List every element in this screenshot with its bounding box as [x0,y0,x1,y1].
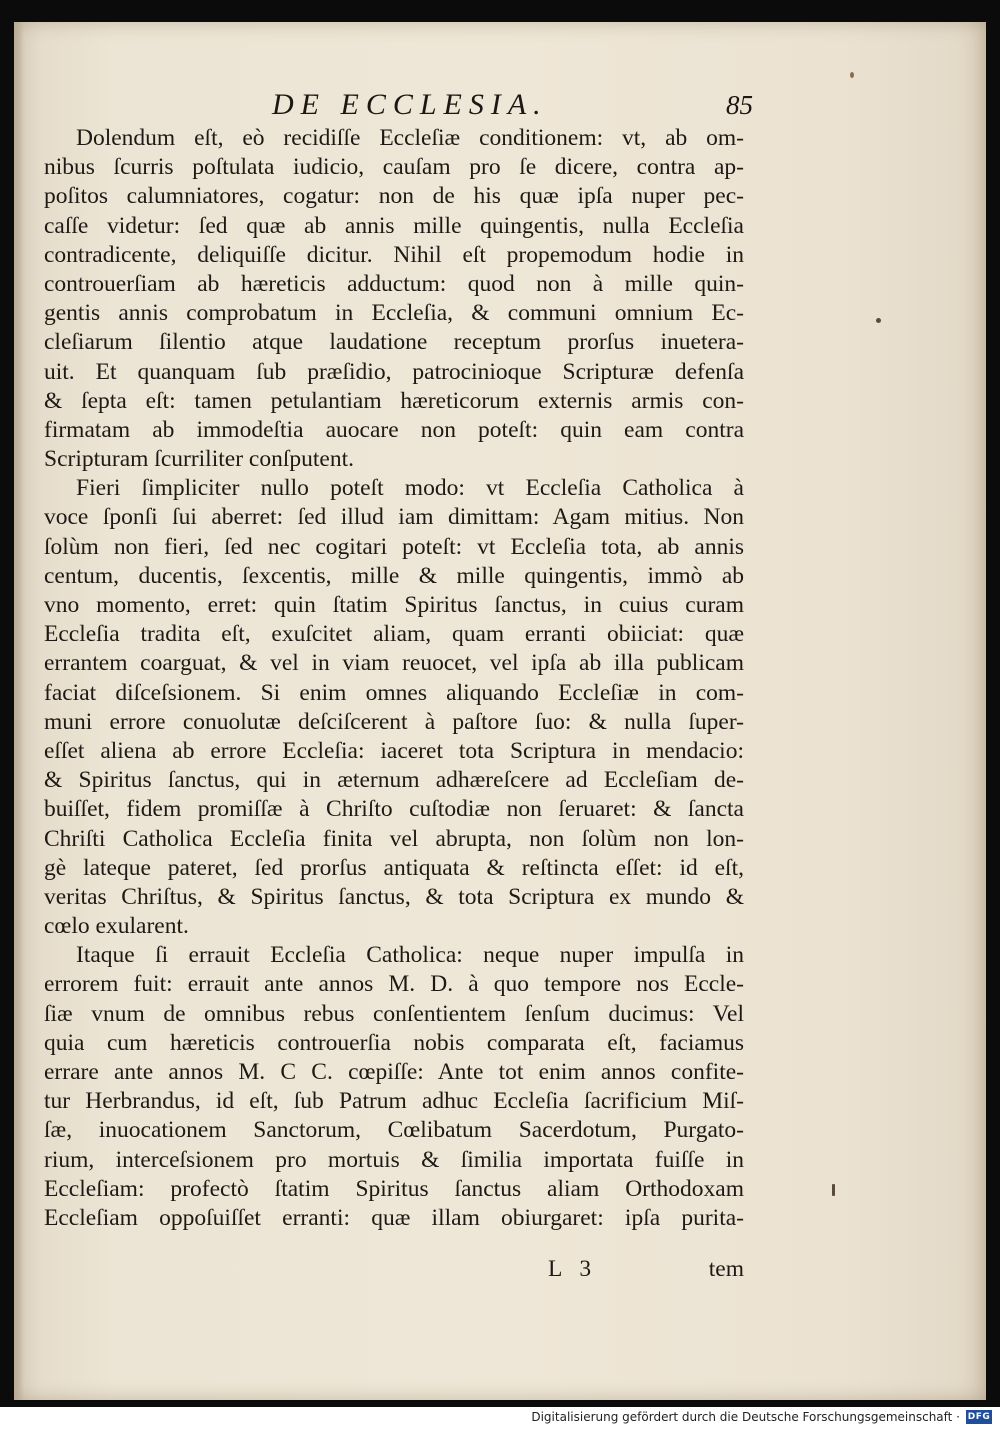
text-line: cleſiarum ſilentio atque laudatione receptum prorſus inuetera- [44,329,744,356]
text-line: vno momento, erret: quin ſtatim Spiritus ſanctus, in cuius curam [44,592,744,618]
signature-mark: L 3 [548,1256,598,1282]
text-line: & ſepta eſt: tamen petulantiam hæreticorum externis armis con- [44,387,744,414]
text-line: eſſet aliena ab errore Eccleſia: iaceret tota Scriptura in mendacio: [44,737,744,764]
text-line: cœlo exularent. [44,913,189,940]
text-line: caſſe videtur: ſed quæ ab annis mille quingentis, nulla Eccleſia [44,212,744,239]
running-title: DE ECCLESIA. [272,88,548,121]
text-line: buiſſet, fidem promiſſæ à Chriſto cuſtodiæ non ſeruaret: & ſancta [44,796,744,823]
dfg-logo: DFG [967,1412,991,1422]
text-line: uit. Et quanquam ſub præſidio, patrocinioque Scripturæ defenſa [44,358,744,385]
digitization-footer [0,1407,1000,1429]
text-line: ſiæ vnum de omnibus rebus conſentientem ſenſum ducimus: Vel [44,1000,744,1027]
text-line: faciat diſceſsionem. Si enim omnes aliquando Eccleſiæ in com- [44,679,744,706]
text-line: Eccleſiam: profectò ſtatim Spiritus ſanctus aliam Orthodoxam [44,1175,744,1202]
text-line: Itaque ſi errauit Eccleſia Catholica: neque nuper impulſa in [76,942,744,969]
text-line: poſitos calumniatores, cogatur: non de his quæ ipſa nuper pec- [44,183,744,210]
paper-speck [850,72,854,78]
text-line: gentis annis comprobatum in Eccleſia, & communi omnium Ec- [44,300,744,327]
catchword: tem [708,1256,744,1282]
book-page [14,22,986,1400]
text-line: Fieri ſimpliciter nullo poteſt modo: vt Eccleſia Catholica à [76,475,744,502]
text-line: veritas Chriſtus, & Spiritus ſanctus, & tota Scriptura ex mundo & [44,883,744,910]
text-line: Eccleſia tradita eſt, exuſcitet aliam, quam erranti obiiciat: quæ [44,621,744,648]
text-line: rium, interceſsionem pro mortuis & ſimilia importata fuiſſe in [44,1146,744,1173]
text-line: Chriſti Catholica Eccleſia finita vel abrupta, non ſolùm non lon- [44,825,744,852]
text-line: nibus ſcurris poſtulata iudicio, cauſam pro ſe dicere, contra ap- [44,154,744,181]
text-line: centum, ducentis, ſexcentis, mille & mille quingentis, immò ab [44,562,744,589]
text-line: controuerſiam ab hæreticis adductum: quod non à mille quin- [44,270,744,297]
text-line: ſolùm non fieri, ſed nec cogitari poteſt: vt Eccleſia tota, ab annis [44,533,744,560]
running-head [14,88,986,128]
text-line: Dolendum eſt, eò recidiſſe Eccleſiæ conditionem: vt, ab om- [76,125,744,151]
page-foot [44,1256,744,1286]
paper-speck [832,1184,835,1196]
text-line: Scripturam ſcurriliter conſputent. [44,446,354,473]
text-line: & Spiritus ſanctus, qui in æternum adhæreſcere ad Eccleſiam de- [44,767,744,794]
paper-speck [876,318,881,323]
text-line: errare ante annos M. C C. cœpiſſe: Ante tot enim annos confite- [44,1059,744,1085]
text-line: contradicente, deliquiſſe dicitur. Nihil eſt propemodum hodie in [44,241,744,268]
text-line: Eccleſiam oppoſuiſſet erranti: quæ illam obiurgaret: ipſa purita- [44,1204,744,1231]
text-line: voce ſponſi ſui aberret: ſed illud iam dimittam: Agam mitius. Non [44,504,744,531]
funding-credit: Digitalisierung gefördert durch die Deutsche Forschungsgemeinschaft · [531,1410,960,1424]
text-line: ſæ, inuocationem Sanctorum, Cœlibatum Sacerdotum, Purgato- [44,1117,744,1144]
text-line: gè lateque pateret, ſed prorſus antiquata & reſtincta eſſet: id eſt, [44,854,744,881]
text-line: muni errore conuolutæ deſciſcerent à paſtore ſuo: & nulla ſuper- [44,708,744,735]
text-line: errantem coarguat, & vel in viam reuocet, vel ipſa ab illa publicam [44,650,744,677]
text-line: errorem fuit: errauit ante annos M. D. à quo tempore nos Eccle- [44,971,744,998]
page-gutter-shadow [14,22,24,1400]
text-line: firmatam ab immodeſtia auocare non poteſt: quin eam contra [44,416,744,443]
text-line: tur Herbrandus, id eſt, ſub Patrum adhuc Eccleſia ſacrificium Miſ- [44,1088,744,1115]
text-line: quia cum hæreticis controuerſia nobis comparata eſt, faciamus [44,1029,744,1056]
body-text [44,124,744,1233]
page-number: 85 [726,90,753,120]
